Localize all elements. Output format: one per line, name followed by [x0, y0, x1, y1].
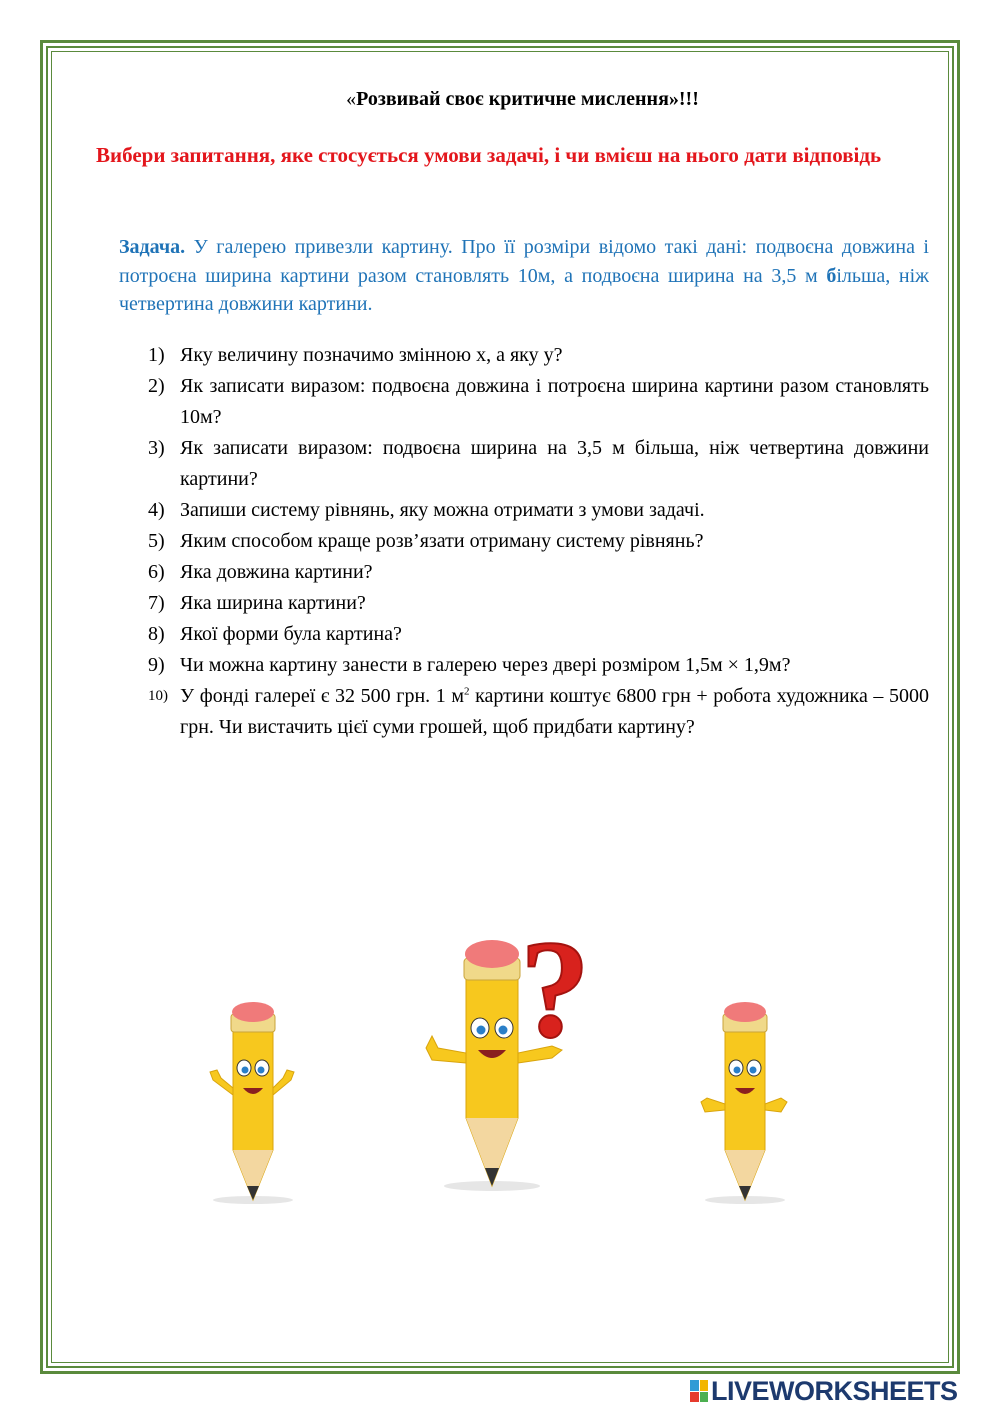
pencil-character-right [701, 1002, 787, 1204]
question-item: 10) У фонді галереї є 32 500 грн. 1 $м^2$ картини коштує 6800 грн + робота художника – 5000 грн. Чи вистачить цієї суми грошей, щоб придбати картину? [148, 685, 930, 738]
question-mark: ? [520, 918, 590, 1067]
question-item: 2) Як записати виразом: подвоєна довжина і потроєна ширина картини разом становлять 10м? [148, 375, 929, 428]
liveworksheets-logo [690, 1377, 958, 1405]
question-item: 5) Яким способом краще розв’язати отриману систему рівнянь? [148, 530, 704, 552]
question-item: 3) Як записати виразом: подвоєна ширина на 3,5 м більша, ніж четвертина довжини картини? [148, 437, 929, 490]
question-item: 1) Яку величину позначимо змінною х, а яку у? [148, 344, 563, 366]
pencil-characters-illustration [180, 918, 820, 1208]
liveworksheets-text: LIVEWORKSHEETS [711, 1375, 958, 1406]
question-item: 8) Якої форми була картина? [148, 623, 402, 645]
task-label: Задача. [119, 236, 186, 258]
pencil-character-left [210, 1002, 294, 1204]
question-item: 9) Чи можна картину занести в галерею через двері розміром 1,5м × 1,9м? [148, 654, 791, 676]
instruction-text: Вибери запитання, яке стосується умови задачі, і чи вмієш на нього дати відповідь [96, 143, 882, 167]
question-item: 4) Запиши систему рівнянь, яку можна отримати з умови задачі. [148, 499, 705, 521]
page-title: «Розвивай своє критичне мислення»!!! [346, 88, 699, 110]
question-item: 6) Яка довжина картини? [148, 561, 373, 583]
question-item: 7) Яка ширина картини? [148, 592, 366, 614]
liveworksheets-badge-icon [690, 1380, 708, 1402]
task-statement: Задача. У галерею привезли картину. Про її розміри відомо такі дані: подвоєна довжина і потроєна ширина картини разом становлять 10м, а подвоєна ширина на 3,5 м більша, ніж четвертина довжини картини. [119, 236, 929, 315]
question-list [148, 340, 929, 743]
